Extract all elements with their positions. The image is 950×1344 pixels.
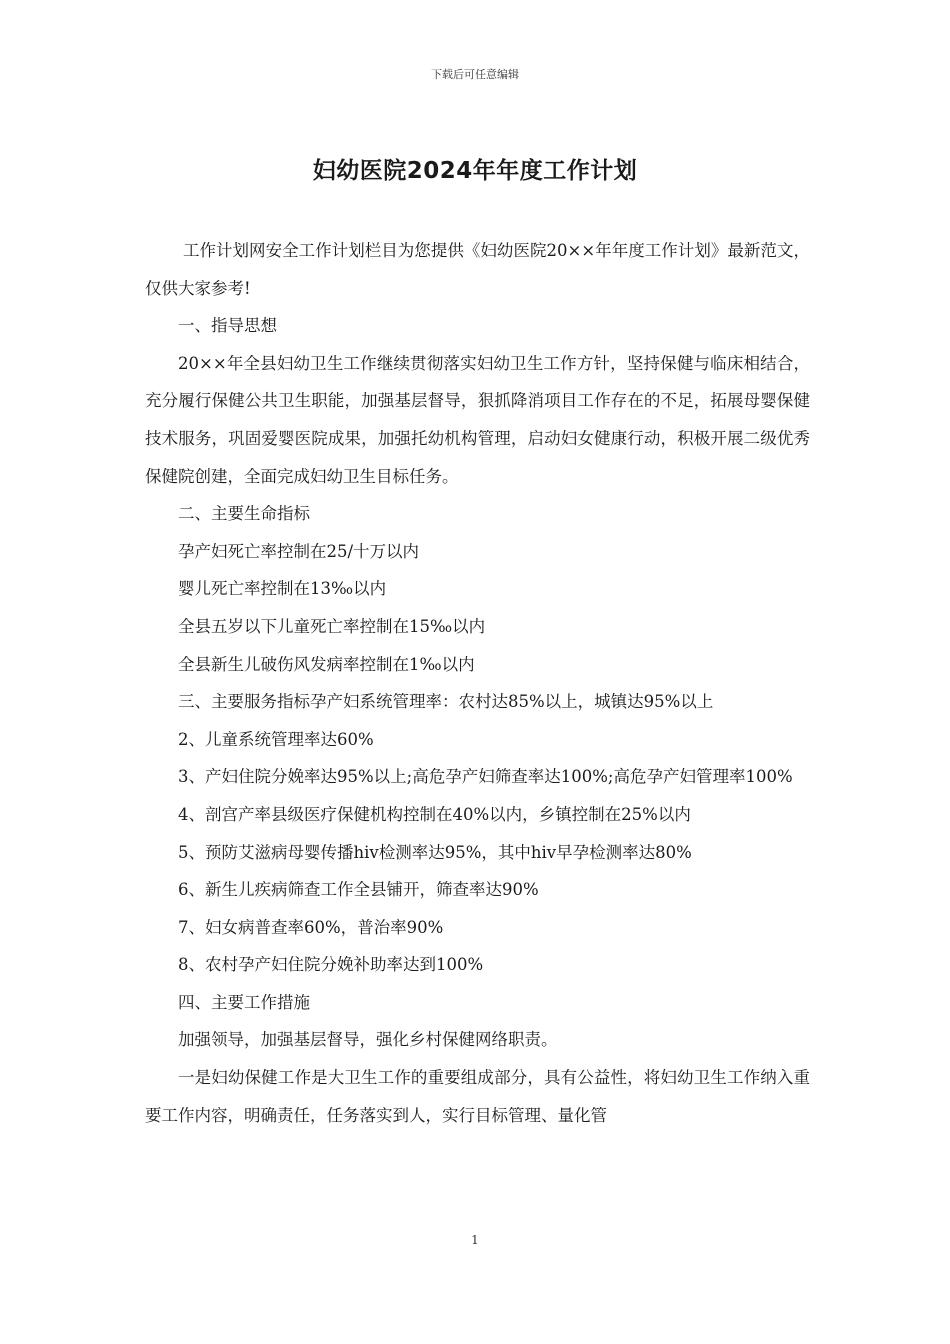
paragraph-guiding-ideology: 20××年全县妇幼卫生工作继续贯彻落实妇幼卫生工作方针，坚持保健与临床相结合，充分履行保健公共卫生职能，加强基层督导，狠抓降消项目工作存在的不足，拓展母婴保健技术服务，巩固爱婴医院成果，加强托幼机构管理，启动妇女健康行动，积极开展二级优秀保健院创建，全面完成妇幼卫生目标任务。 <box>145 353 810 486</box>
service-item-2: 2、儿童系统管理率达60% <box>178 729 374 749</box>
intro-paragraph: 工作计划网安全工作计划栏目为您提供《妇幼医院20××年年度工作计划》最新范文，仅供大家参考! <box>145 241 810 298</box>
section-heading-guiding-ideology: 一、指导思想 <box>178 316 277 336</box>
measure-one-paragraph: 一是妇幼保健工作是大卫生工作的重要组成部分，具有公益性，将妇幼卫生工作纳入重要工作内容，明确责任，任务落实到人，实行目标管理、量化管 <box>145 1068 810 1125</box>
indicator-under-five-mortality: 全县五岁以下儿童死亡率控制在15‰以内 <box>178 616 486 636</box>
document-title: 妇幼医院2024年年度工作计划 <box>312 158 638 184</box>
service-item-6: 6、新生儿疾病筛查工作全县铺开，筛查率达90% <box>178 880 539 900</box>
document-body <box>145 232 810 1134</box>
section-heading-service-indicators: 三、主要服务指标孕产妇系统管理率：农村达85%以上，城镇达95%以上 <box>178 692 714 712</box>
measure-lead-paragraph: 加强领导，加强基层督导，强化乡村保健网络职责。 <box>178 1030 558 1050</box>
service-item-7: 7、妇女病普查率60%，普治率90% <box>178 917 444 937</box>
page-header: 下载后可任意编辑 <box>431 68 519 81</box>
indicator-neonatal-tetanus: 全县新生儿破伤风发病率控制在1‰以内 <box>178 654 475 674</box>
section-heading-life-indicators: 二、主要生命指标 <box>178 504 310 524</box>
indicator-infant-mortality: 婴儿死亡率控制在13‰以内 <box>178 579 387 599</box>
service-item-3: 3、产妇住院分娩率达95%以上;高危孕产妇筛查率达100%;高危孕产妇管理率100% <box>178 767 793 787</box>
service-item-5: 5、预防艾滋病母婴传播hiv检测率达95%，其中hiv早孕检测率达80% <box>178 842 692 862</box>
service-item-4: 4、剖宫产率县级医疗保健机构控制在40%以内，乡镇控制在25%以内 <box>178 804 691 824</box>
page-number: 1 <box>471 1233 479 1247</box>
service-item-8: 8、农村孕产妇住院分娩补助率达到100% <box>178 955 484 975</box>
section-heading-work-measures: 四、主要工作措施 <box>178 992 310 1012</box>
indicator-maternal-mortality: 孕产妇死亡率控制在25/十万以内 <box>178 541 420 561</box>
